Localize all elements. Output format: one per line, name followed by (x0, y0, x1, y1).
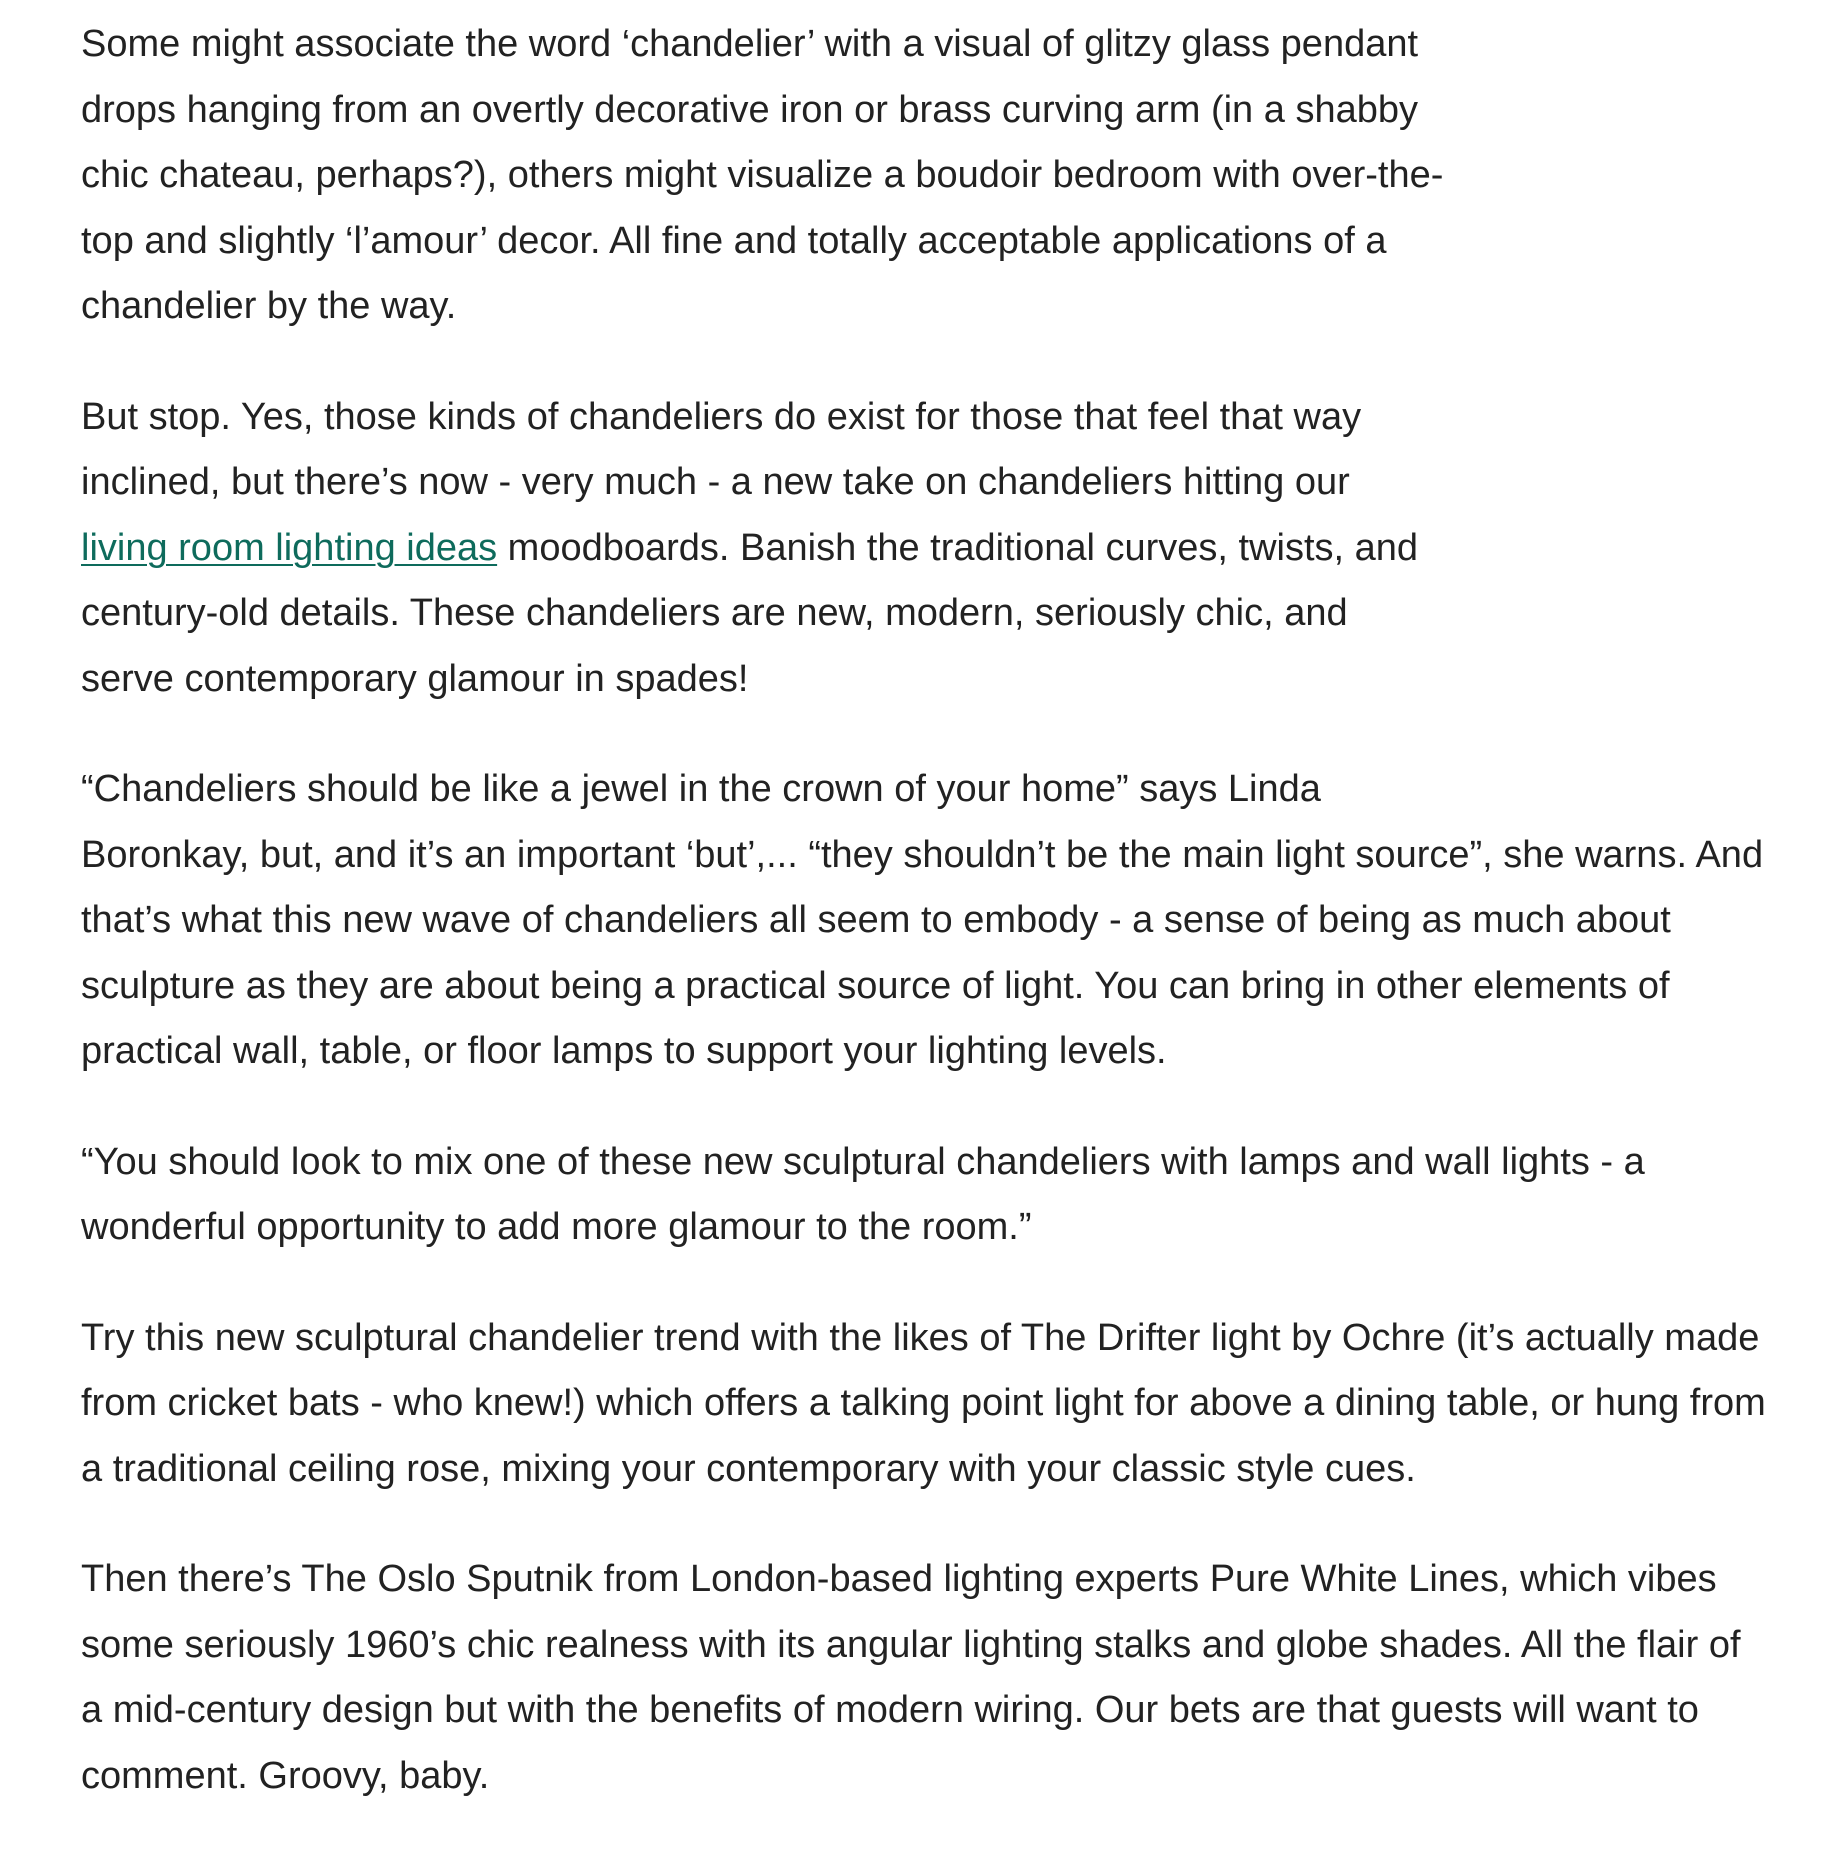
text-line: from cricket bats - who knew!) which offers a talking point light for above a dining table, or hung from (81, 1382, 1766, 1424)
text-line: Boronkay, but, and it’s an important ‘but’,... “they shouldn’t be the main light source”, she warns. And (81, 833, 1764, 876)
text-line: chic chateau, perhaps?), others might visualize a boudoir bedroom with over-the- (81, 154, 1444, 196)
article-body (81, 12, 1831, 1854)
paragraph-quote-mix (81, 1130, 1831, 1261)
text-line: serve contemporary glamour in spades! (81, 657, 749, 700)
text-line: Then there’s The Oslo Sputnik from London-based lighting experts Pure White Lines, which vibes (81, 1558, 1717, 1600)
text-line: some seriously 1960’s chic realness with its angular lighting stalks and globe shades. All the flair of (81, 1623, 1741, 1666)
text-line: “Chandeliers should be like a jewel in the crown of your home” says Linda (81, 768, 1321, 810)
text-line: a mid-century design but with the benefits of modern wiring. Our bets are that guests will want to (81, 1689, 1699, 1731)
paragraph-oslo-sputnik (81, 1547, 1831, 1809)
living-room-lighting-ideas-link[interactable]: living room lighting ideas (81, 526, 498, 569)
text-line: inclined, but there’s now - very much - a new take on chandeliers hitting our (81, 461, 1350, 503)
paragraph-quote-boronkay (81, 757, 1831, 1085)
text-line: Some might associate the word ‘chandelier’ with a visual of glitzy glass pendant (81, 23, 1419, 65)
paragraph-new-take (81, 385, 1831, 713)
text-line: practical wall, table, or floor lamps to support your lighting levels. (81, 1030, 1167, 1072)
text-line-with-link (81, 516, 1831, 582)
text-line: sculpture as they are about being a practical source of light. You can bring in other elements of (81, 964, 1670, 1007)
text-line: Try this new sculptural chandelier trend with the likes of The Drifter light by Ochre (it’s actually made (81, 1316, 1760, 1359)
text-line: drops hanging from an overtly decorative iron or brass curving arm (in a shabby (81, 88, 1418, 131)
text-line: that’s what this new wave of chandeliers all seem to embody - a sense of being as much about (81, 899, 1671, 941)
text-line: comment. Groovy, baby. (81, 1754, 490, 1797)
text-line: wonderful opportunity to add more glamour to the room.” (81, 1206, 1032, 1248)
paragraph-drifter (81, 1306, 1831, 1503)
text-line: century-old details. These chandeliers are new, modern, seriously chic, and (81, 592, 1348, 634)
text-line: But stop. Yes, those kinds of chandeliers do exist for those that feel that way (81, 395, 1362, 438)
text-fragment: moodboards. Banish the traditional curves, twists, and (497, 526, 1419, 569)
text-line: a traditional ceiling rose, mixing your contemporary with your classic style cues. (81, 1447, 1416, 1490)
text-line: “You should look to mix one of these new sculptural chandeliers with lamps and wall lights - a (81, 1140, 1645, 1183)
text-line: top and slightly ‘l’amour’ decor. All fine and totally acceptable applications of a (81, 219, 1387, 262)
text-line: chandelier by the way. (81, 285, 457, 327)
paragraph-intro (81, 12, 1831, 340)
